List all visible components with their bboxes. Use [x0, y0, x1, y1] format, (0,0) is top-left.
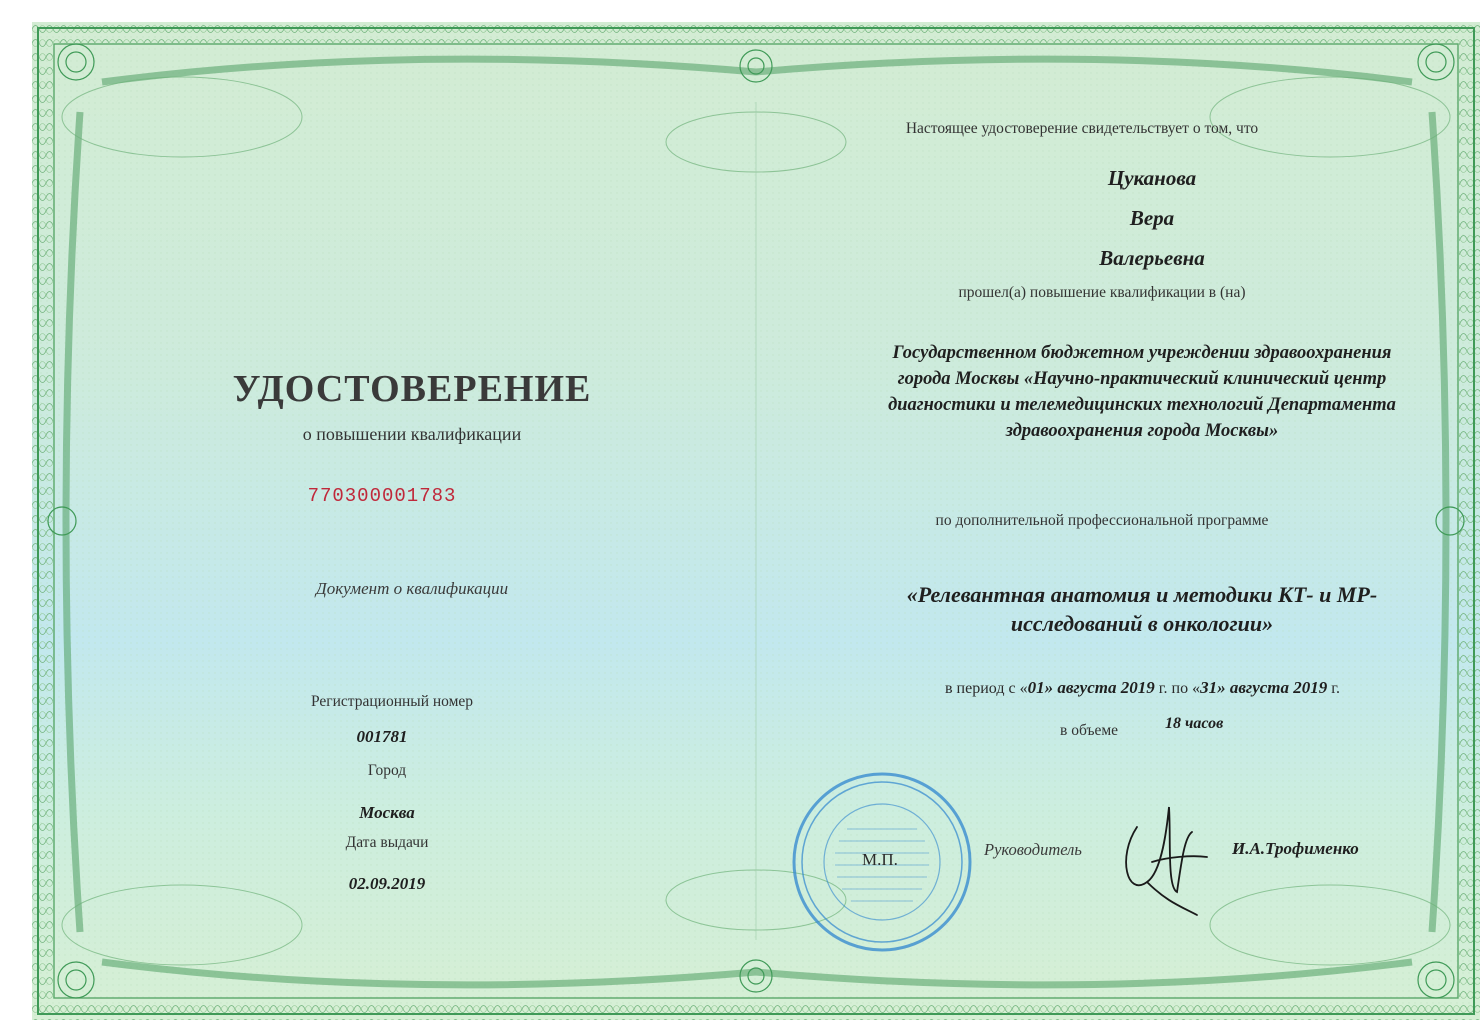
issue-date-label: Дата выдачи: [345, 834, 429, 851]
organization-line: Государственном бюджетном учреждении здравоохранения: [892, 343, 1392, 363]
organization-name: [822, 340, 1462, 444]
stamp-place-label: М.П.: [862, 850, 898, 869]
passed-text: прошел(а) повышение квалификации в (на): [958, 284, 1246, 301]
volume-value: 18 часов: [1165, 715, 1224, 732]
document-subtitle: о повышении квалификации: [302, 424, 522, 444]
recipient-patronymic: Валерьевна: [1099, 246, 1205, 270]
signer-name: И.А.Трофименко: [1232, 839, 1359, 858]
period-start-month-year: » августа 2019: [1044, 678, 1155, 697]
organization-line: диагностики и телемедицинских технологий Департамента: [888, 395, 1396, 415]
handwritten-signature: [1107, 787, 1217, 917]
program-line: «Релевантная анатомия и методики КТ- и МР-: [906, 582, 1378, 607]
signer-title: Руководитель: [984, 840, 1082, 859]
period-end-day: 31: [1200, 678, 1218, 697]
period-mid: г. по «: [1154, 680, 1201, 697]
blank-serial-number: 770300001783: [307, 485, 457, 507]
program-title: [832, 580, 1452, 638]
registration-label: Регистрационный номер: [310, 693, 474, 710]
issue-date-value: 02.09.2019: [348, 874, 426, 893]
program-label: по дополнительной профессиональной программе: [935, 512, 1269, 529]
document-title: УДОСТОВЕРЕНИЕ: [232, 368, 592, 410]
program-line: исследований в онкологии»: [1010, 611, 1274, 636]
volume-label: в объеме: [1060, 722, 1119, 739]
period-prefix: в период с «: [945, 680, 1028, 697]
period-start-day: 01: [1027, 678, 1045, 697]
period-suffix: г.: [1327, 680, 1341, 697]
certificate-sheet: [32, 22, 1480, 1020]
study-period: [945, 678, 1340, 698]
intro-text: Настоящее удостоверение свидетельствует о том, что: [905, 120, 1259, 137]
registration-number: 001781: [356, 727, 408, 746]
city-label: Город: [367, 762, 407, 779]
recipient-first-name: Вера: [1129, 206, 1175, 230]
organization-line: здравоохранения города Москвы»: [1005, 421, 1279, 441]
period-end-month-year: » августа 2019: [1217, 678, 1328, 697]
city-value: Москва: [359, 803, 415, 822]
organization-line: города Москвы «Научно-практический клинический центр: [897, 369, 1387, 389]
recipient-surname: Цуканова: [1107, 166, 1197, 190]
document-type-label: Документ о квалификации: [315, 579, 509, 598]
